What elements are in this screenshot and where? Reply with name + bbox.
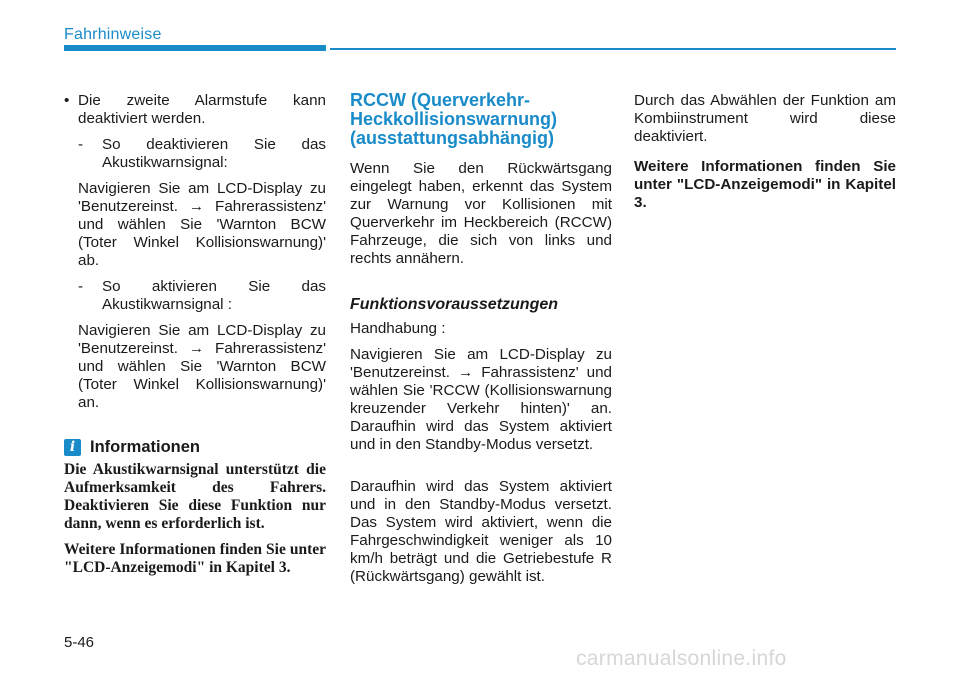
header-rule-thick (64, 45, 326, 51)
info-paragraph-1: Die Akustikwarnsignal unterstützt die Aufmerksamkeit des Fahrers. Deaktivieren Sie diese Funktion nur dann, wenn es erforderlich ist. (64, 461, 326, 532)
paragraph-deactivate: Navigieren Sie am LCD-Display zu 'Benutzereinst. → Fahrerassistenz' und wählen Sie 'Warnton BCW (Toter Winkel Kollisionswarnung)' ab. (78, 180, 326, 269)
info-heading (64, 438, 326, 456)
page-number: 5-46 (64, 634, 95, 651)
info-title: Informationen (90, 438, 200, 456)
info-paragraph-2: Weitere Informationen finden Sie unter "LCD-Anzeigemodi" in Kapitel 3. (64, 541, 326, 576)
dash-item-deactivate: - So deaktivieren Sie das Akustikwarnsignal: (78, 136, 326, 172)
rccw-intro-paragraph: Wenn Sie den Rückwärtsgang eingelegt haben, erkennt das System zur Warnung vor Kollisionen mit Querverkehr im Heckbereich (RCCW) Fahrzeuge, die sich von links und rechts annähern. (350, 160, 612, 267)
column-left (64, 92, 326, 577)
bullet-item: • Die zweite Alarmstufe kann deaktiviert werden. (64, 92, 326, 128)
subheading-requirements: Funktionsvoraussetzungen (350, 296, 559, 313)
handling-label: Handhabung : (350, 320, 446, 337)
rccw-heading: RCCW (Querverkehr-Heckkollisionswarnung) (ausstattungsabhängig) (350, 90, 558, 148)
header-rule-thin (330, 48, 896, 50)
column-right (634, 92, 896, 212)
activation-paragraph: Daraufhin wird das System aktiviert und in den Standby-Modus versetzt. Das System wird aktiviert, wenn die Fahrgeschwindigkeit weniger als 10 km/h beträgt und die Getriebestufe R (Rückwärtsgang) gewählt ist. (350, 478, 612, 585)
section-title: Fahrhinweise (64, 26, 162, 43)
more-info-paragraph: Weitere Informationen finden Sie unter "LCD-Anzeigemodi" in Kapitel 3. (634, 158, 896, 211)
watermark: carmanualsonline.info (576, 647, 787, 670)
dash-item-activate: - So aktivieren Sie das Akustikwarnsignal : (78, 278, 326, 314)
info-icon: i (64, 439, 81, 456)
paragraph-activate: Navigieren Sie am LCD-Display zu 'Benutzereinst. → Fahrerassistenz' und wählen Sie 'Warnton BCW (Toter Winkel Kollisionswarnung)' an. (78, 322, 326, 411)
column-middle (350, 92, 612, 586)
deactivation-paragraph: Durch das Abwählen der Funktion am Kombiinstrument wird diese deaktiviert. (634, 92, 896, 145)
navigation-paragraph: Navigieren Sie am LCD-Display zu 'Benutzereinst. → Fahrassistenz' und wählen Sie 'RCCW (Kollisionswarnung kreuzender Verkehr hinten)' an. Daraufhin wird das System aktiviert und in den Standby-Modus versetzt. (350, 346, 612, 453)
